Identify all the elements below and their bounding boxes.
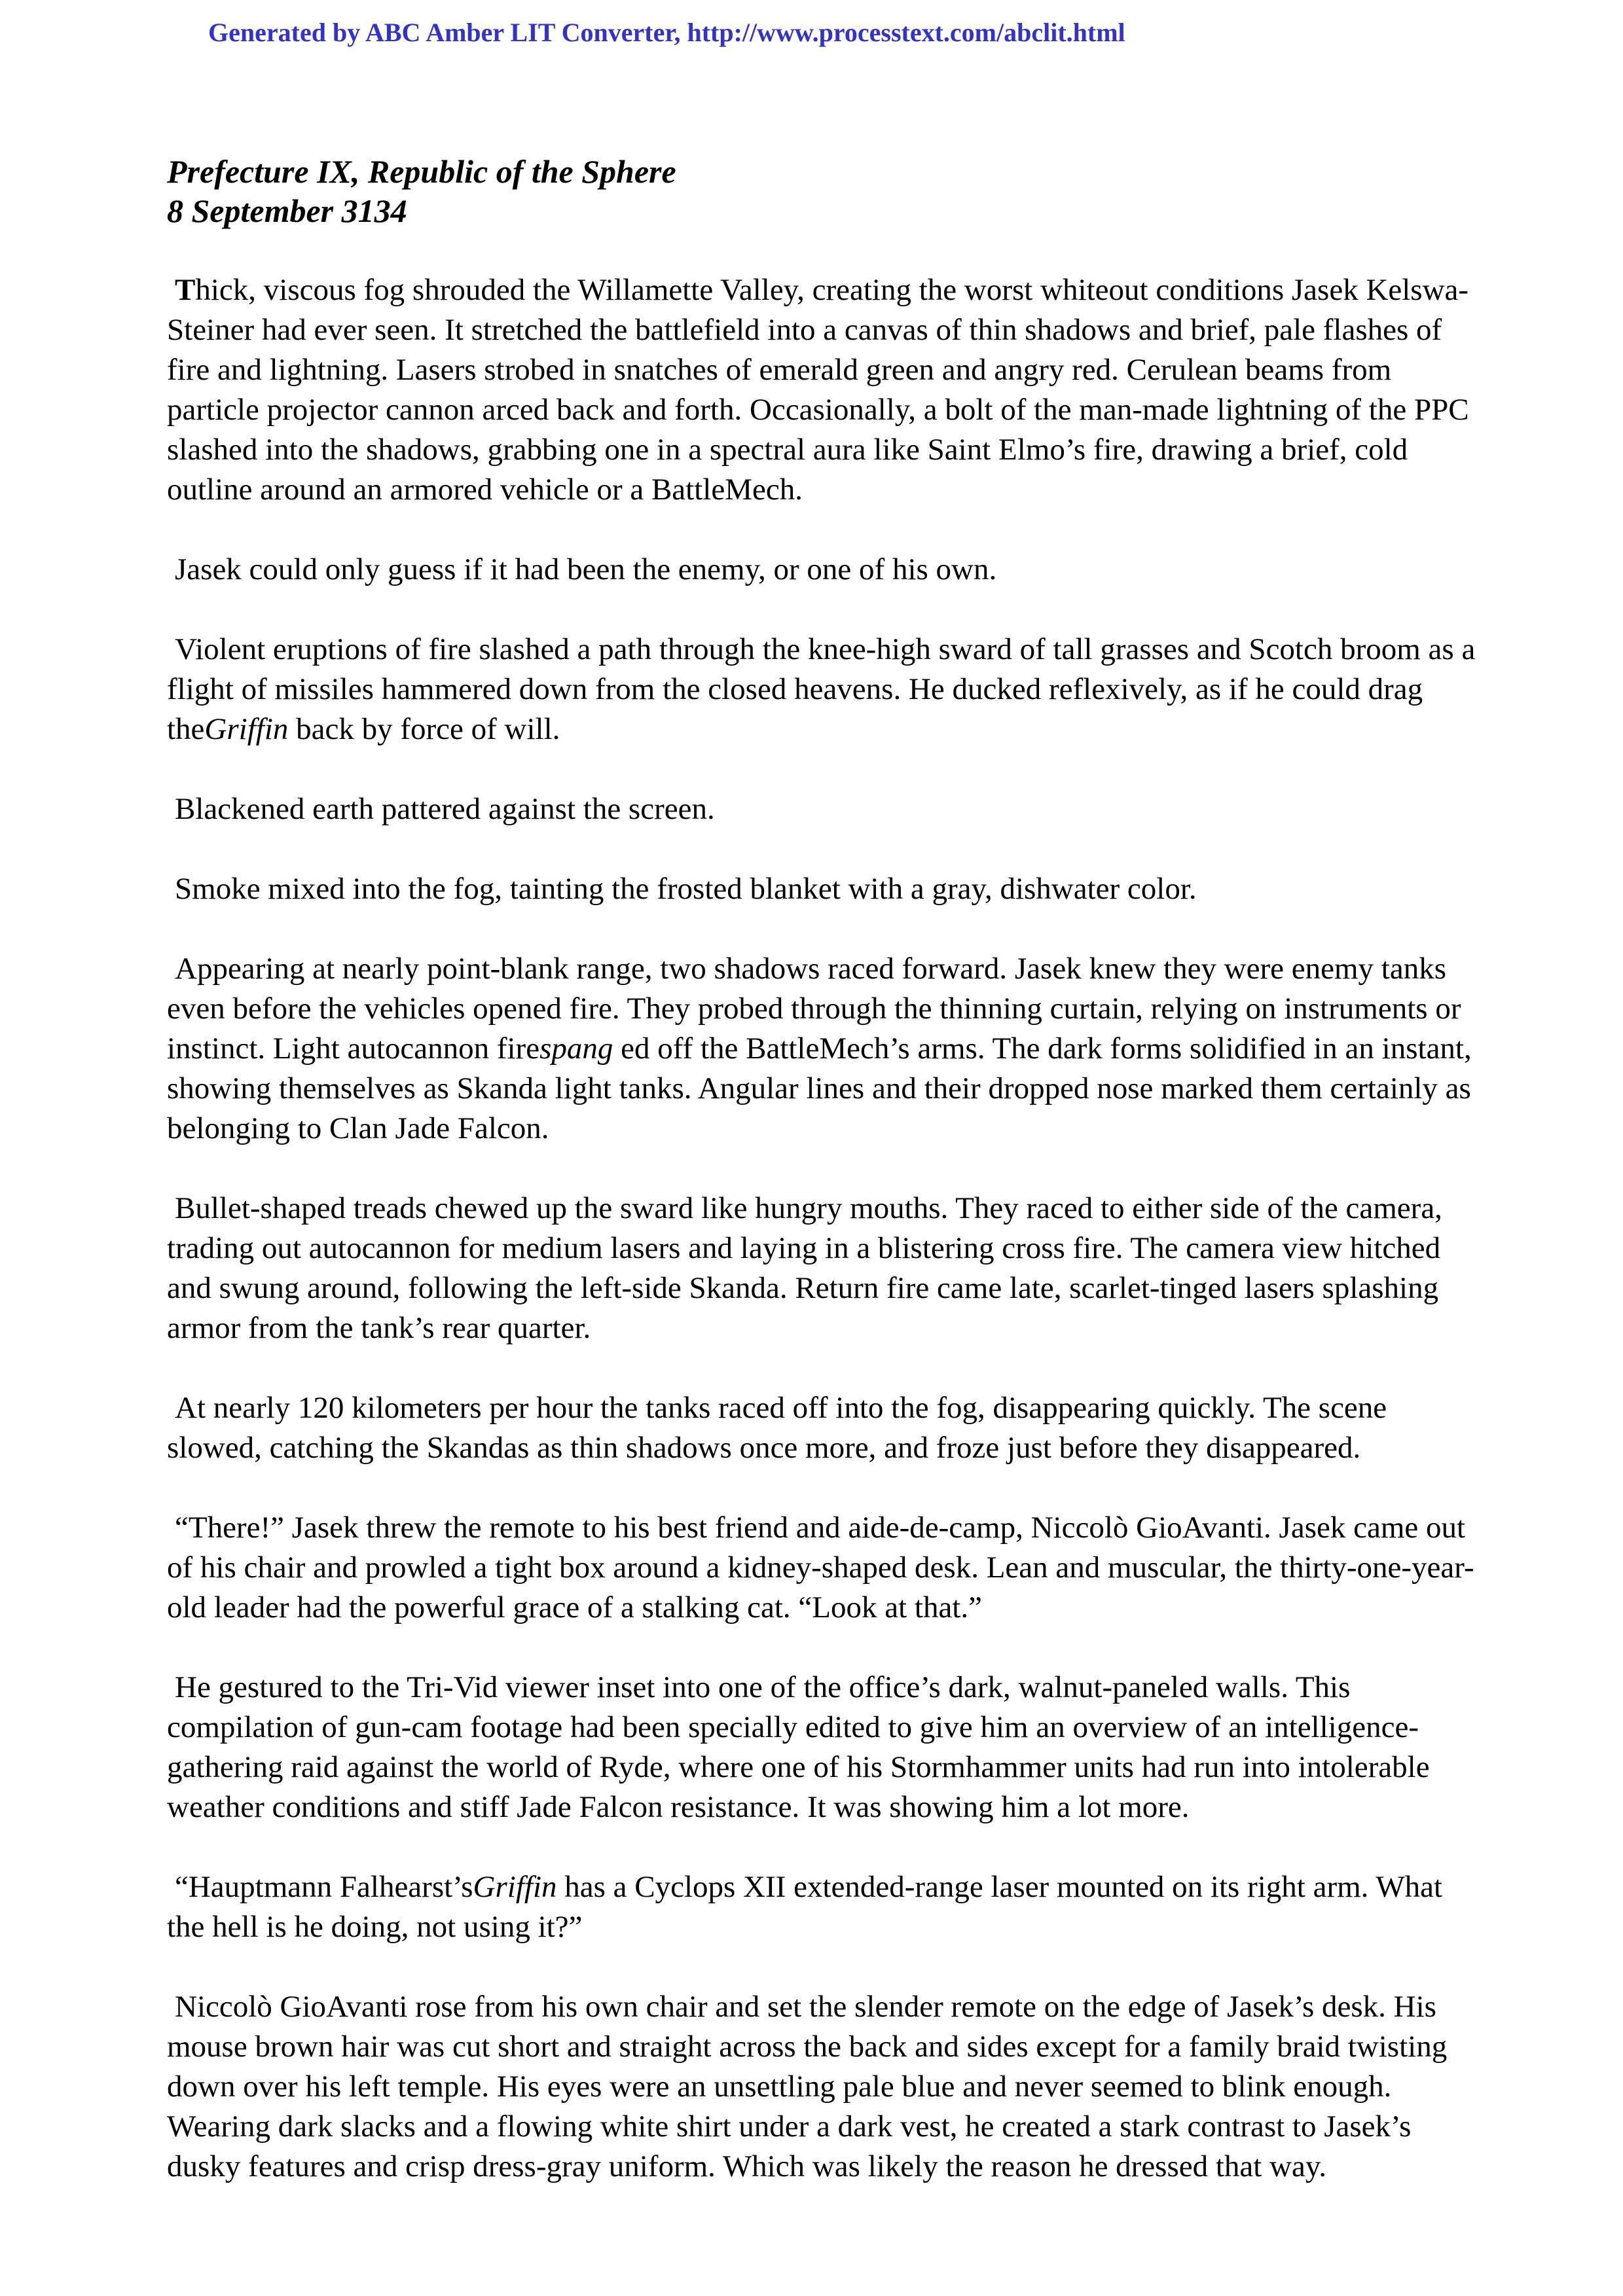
document-body: [167, 152, 1483, 2187]
paragraph-6: [167, 949, 1483, 1149]
paragraph-11: [167, 1867, 1483, 1947]
paragraph-10: He gestured to the Tri-Vid viewer inset into one of the office’s dark, walnut-paneled walls. This compilation of gun-cam footage had been specially edited to give him an overview of an intelligence-gathering raid against the world of Ryde, where one of his Stormhammer units had run into intolerable weather conditions and stiff Jade Falcon resistance. It was showing him a lot more.: [167, 1670, 1430, 1824]
paragraph-7: Bullet-shaped treads chewed up the sward like hungry mouths. They raced to either side of the camera, trading out autocannon for medium lasers and laying in a blistering cross fire. The camera view hitched and swung around, following the left-side Skanda. Return fire came late, scarlet-tinged lasers splashing armor from the tank’s rear quarter.: [167, 1191, 1442, 1345]
paragraph-3-text-a: Violent eruptions of fire slashed a path through the knee-high sward of tall grasses and Scotch broom as a flight of missiles hammered down from the closed heavens. He ducked reflexively, as if he could drag the: [167, 632, 1476, 746]
paragraph-6-italic: spang: [539, 1031, 613, 1066]
paragraph-1-text: hick, viscous fog shrouded the Willamette Valley, creating the worst whiteout conditions Jasek Kelswa-Steiner had ever seen. It stretched the battlefield into a canvas of thin shadows and brief, pale flashes of fire and lightning. Lasers strobed in snatches of emerald green and angry red. Cerulean beams from particle projector cannon arced back and forth. Occasionally, a bolt of the man-made lightning of the PPC slashed into the shadows, grabbing one in a spectral aura like Saint Elmo’s fire, drawing a brief, cold outline around an armored vehicle or a BattleMech.: [167, 273, 1469, 507]
paragraph-1: [167, 270, 1483, 510]
paragraph-4: Blackened earth pattered against the screen.: [175, 792, 715, 826]
paragraph-11-text-a: “Hauptmann Falhearst’s: [175, 1870, 473, 1904]
paragraph-11-italic: Griffin: [473, 1870, 557, 1904]
paragraph-8: At nearly 120 kilometers per hour the tanks raced off into the fog, disappearing quickly. The scene slowed, catching the Skandas as thin shadows once more, and froze just before they disappeared.: [167, 1391, 1387, 1465]
paragraph-9: “There!” Jasek threw the remote to his best friend and aide-de-camp, Niccolò GioAvanti. Jasek came out of his chair and prowled a tight box around a kidney-shaped desk. Lean and muscular, the thirty-one-year-old leader had the powerful grace of a stalking cat. “Look at that.”: [167, 1511, 1474, 1624]
heading-location: Prefecture IX, Republic of the Sphere: [167, 153, 676, 190]
paragraph-3: [167, 630, 1483, 749]
paragraph-6-text-a: Appearing at nearly point-blank range, two shadows raced forward. Jasek knew they were enemy tanks even before the vehicles opened fire. They probed through the thinning curtain, relying on instruments or instinct. Light autocannon fire: [167, 952, 1461, 1066]
paragraph-6-text-b: ed off the BattleMech’s arms. The dark forms solidified in an instant, showing themselves as Skanda light tanks. Angular lines and their dropped nose marked them certainly as belonging to Clan Jade Falcon.: [167, 1031, 1472, 1145]
paragraph-12: Niccolò GioAvanti rose from his own chair and set the slender remote on the edge of Jasek’s desk. His mouse brown hair was cut short and straight across the back and sides except for a family braid twisting down over his left temple. His eyes were an unsettling pale blue and never seemed to blink enough. Wearing dark slacks and a flowing white shirt under a dark vest, he created a stark contrast to Jasek’s dusky features and crisp dress-gray uniform. Which was likely the reason he dressed that way.: [167, 1990, 1448, 2183]
paragraph-3-italic: Griffin: [204, 712, 289, 746]
paragraph-3-text-b: back by force of will.: [288, 712, 560, 746]
heading-date: 8 September 3134: [167, 192, 407, 229]
chapter-heading: [167, 152, 1483, 230]
paragraph-initial: T: [175, 273, 196, 307]
paragraph-5: Smoke mixed into the fog, tainting the frosted blanket with a gray, dishwater color.: [175, 872, 1197, 906]
paragraph-2: Jasek could only guess if it had been the enemy, or one of his own.: [175, 552, 997, 586]
converter-header: Generated by ABC Amber LIT Converter, http://www.processtext.com/abclit.html: [208, 18, 1125, 47]
paragraph-11-text-b: has a Cyclops XII extended-range laser mounted on its right arm. What the hell is he doing, not using it?”: [167, 1870, 1443, 1944]
